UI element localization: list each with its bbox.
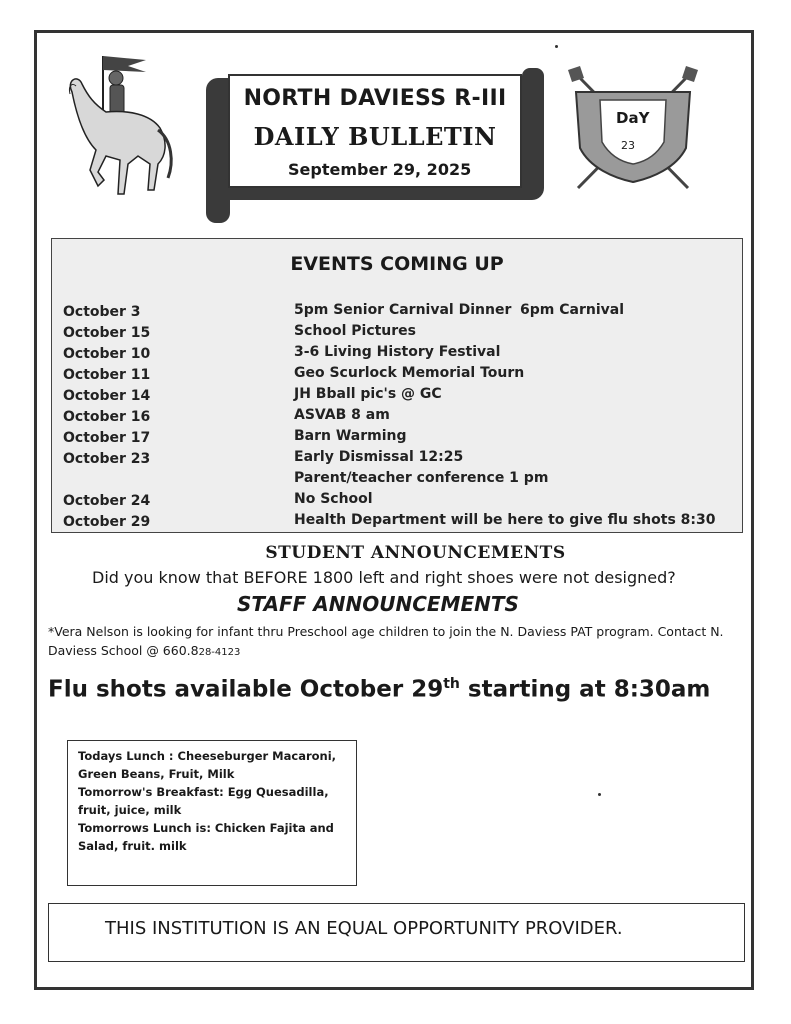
event-date: October 10 — [63, 346, 151, 362]
event-date: October 14 — [63, 388, 151, 404]
bulletin-title: DAILY BULLETIN — [253, 122, 497, 151]
event-description: 3-6 Living History Festival — [294, 344, 501, 360]
event-description: 5pm Senior Carnival Dinner — [294, 302, 512, 318]
event-date: October 11 — [63, 367, 151, 383]
event-description: Health Department will be here to give flu shots 8:30 — [294, 512, 716, 528]
events-section — [51, 238, 743, 533]
footer-box — [48, 903, 745, 962]
equal-opportunity-statement: THIS INSTITUTION IS AN EQUAL OPPORTUNITY PROVIDER. — [105, 918, 623, 939]
event-description: JH Bball pic's @ GC — [294, 386, 442, 402]
flu-shots-notice — [48, 676, 710, 703]
event-description: ASVAB 8 am — [294, 407, 390, 423]
staff-announcement-text — [48, 622, 748, 662]
school-name: NORTH DAVIESS R-III — [243, 86, 507, 111]
staff-phone-tail: 28-4123 — [198, 647, 241, 658]
event-description: School Pictures — [294, 323, 417, 339]
speck — [555, 45, 558, 48]
student-announcement-text: Did you know that BEFORE 1800 left and right shoes were not designed? — [92, 568, 676, 587]
flu-ordinal: th — [443, 676, 460, 692]
event-description: Geo Scurlock Memorial Tourn — [294, 365, 525, 381]
todays-lunch: Todays Lunch : Cheeseburger Macaroni, Green Beans, Fruit, Milk — [78, 749, 337, 781]
title-box — [228, 74, 522, 188]
knight-on-horse-logo — [58, 52, 178, 202]
event-date: October 24 — [63, 493, 151, 509]
bulletin-date: September 29, 2025 — [288, 160, 472, 179]
day-number: 23 — [621, 139, 635, 152]
tomorrows-breakfast: Tomorrow's Breakfast: Egg Quesadilla, fruit, juice, milk — [78, 785, 329, 817]
event-date: October 17 — [63, 430, 151, 446]
event-date: October 15 — [63, 325, 151, 341]
speck — [598, 793, 601, 796]
tomorrows-lunch: Tomorrows Lunch is: Chicken Fajita and Salad, fruit. milk — [78, 821, 334, 853]
event-description: Barn Warming — [294, 428, 407, 444]
flu-prefix: Flu shots available October 29 — [48, 676, 444, 703]
event-extra: 6pm Carnival — [520, 302, 624, 318]
event-date: October 3 — [63, 304, 141, 320]
event-description: No School — [294, 491, 373, 507]
event-description: Parent/teacher conference 1 pm — [294, 470, 549, 486]
event-date: October 23 — [63, 451, 151, 467]
event-date: October 16 — [63, 409, 151, 425]
event-description: Early Dismissal 12:25 — [294, 449, 464, 465]
event-date: October 29 — [63, 514, 151, 530]
student-announcements-title: STUDENT ANNOUNCEMENTS — [265, 543, 566, 563]
staff-announcement-body: *Vera Nelson is looking for infant thru Preschool age children to join the N. Daviess PAT program. Contact N. Daviess School @ 660.8 — [48, 624, 724, 658]
flu-suffix: starting at 8:30am — [459, 676, 711, 703]
day-label: DaY — [616, 109, 650, 127]
meal-menu-box — [67, 740, 357, 886]
events-title: EVENTS COMING UP — [290, 253, 504, 275]
staff-announcements-title: STAFF ANNOUNCEMENTS — [237, 592, 519, 616]
